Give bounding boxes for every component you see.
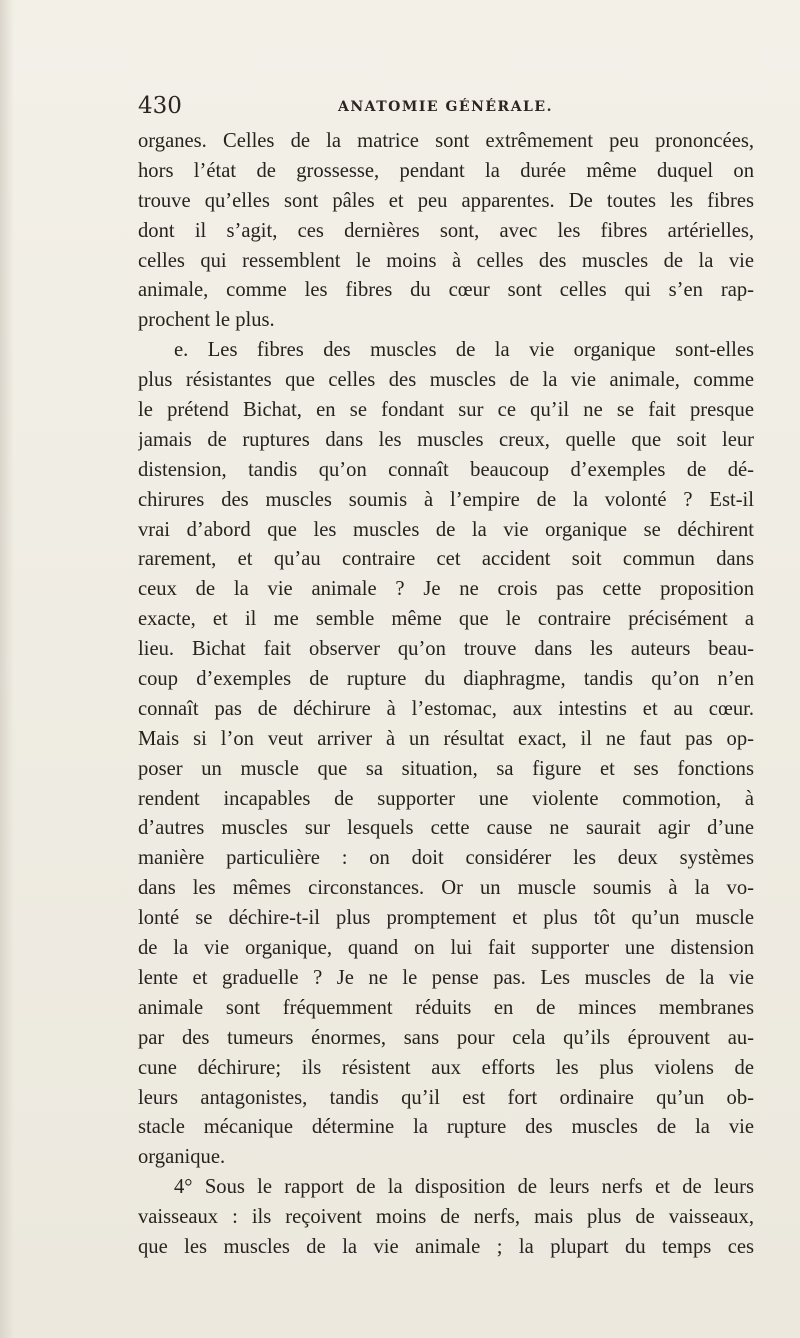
text-line: vrai d’abord que les muscles de la vie organique se déchirent: [138, 518, 754, 541]
text-line: animale, comme les fibres du cœur sont celles qui s’en rap-: [138, 279, 754, 302]
text-line: 4° Sous le rapport de la disposition de leurs nerfs et de leurs: [174, 1176, 754, 1199]
text-line: plus résistantes que celles des muscles de la vie animale, comme: [138, 369, 754, 392]
text-line: animale sont fréquemment réduits en de minces membranes: [138, 996, 754, 1019]
running-head: ANATOMIE GÉNÉRALE.: [338, 99, 553, 115]
text-line: organique.: [138, 1146, 226, 1169]
text-line: lente et graduelle ? Je ne le pense pas. Les muscles de la vie: [138, 966, 754, 989]
text-line: rarement, et qu’au contraire cet accident soit commun dans: [138, 548, 754, 571]
text-line: le prétend Bichat, en se fondant sur ce qu’il ne se fait presque: [138, 399, 754, 422]
text-line: lonté se déchire-t-il plus promptement et plus tôt qu’un muscle: [138, 907, 754, 930]
text-line: exacte, et il me semble même que le contraire précisément a: [138, 608, 754, 631]
text-line: organes. Celles de la matrice sont extrêmement peu prononcées,: [138, 130, 754, 152]
text-line: dans les mêmes circonstances. Or un muscle soumis à la vo-: [138, 877, 754, 900]
text-line: coup d’exemples de rupture du diaphragme, tandis qu’on n’en: [138, 668, 754, 691]
text-line: trouve qu’elles sont pâles et peu apparentes. De toutes les fibres: [138, 189, 754, 212]
body-text: [138, 127, 754, 1263]
text-line: manière particulière : on doit considérer les deux systèmes: [138, 847, 754, 870]
text-line: dont il s’agit, ces dernières sont, avec les fibres artérielles,: [138, 219, 754, 242]
text-line: stacle mécanique détermine la rupture des muscles de la vie: [138, 1116, 754, 1139]
text-line: chirures des muscles soumis à l’empire de la volonté ? Est-il: [138, 488, 754, 511]
text-line: vaisseaux : ils reçoivent moins de nerfs, mais plus de vaisseaux,: [138, 1206, 754, 1229]
page-header: [138, 92, 758, 122]
text-line: jamais de ruptures dans les muscles creux, quelle que soit leur: [138, 428, 754, 451]
text-line: ceux de la vie animale ? Je ne crois pas cette proposition: [138, 578, 754, 601]
page-number: 430: [138, 93, 182, 119]
text-line: prochent le plus.: [138, 309, 275, 332]
text-line: celles qui ressemblent le moins à celles des muscles de la vie: [138, 249, 754, 272]
text-line: distension, tandis qu’on connaît beaucoup d’exemples de dé-: [138, 458, 754, 481]
text-line: cune déchirure; ils résistent aux efforts les plus violens de: [138, 1056, 754, 1079]
text-line: que les muscles de la vie animale ; la plupart du temps ces: [138, 1235, 754, 1258]
page-edge-shadow: [0, 0, 14, 1338]
text-line: leurs antagonistes, tandis qu’il est fort ordinaire qu’un ob-: [138, 1086, 754, 1109]
text-line: Mais si l’on veut arriver à un résultat exact, il ne faut pas op-: [138, 727, 754, 750]
text-line: par des tumeurs énormes, sans pour cela qu’ils éprouvent au-: [138, 1026, 754, 1049]
text-line: connaît pas de déchirure à l’estomac, aux intestins et au cœur.: [138, 697, 754, 720]
text-line: hors l’état de grossesse, pendant la durée même duquel on: [138, 159, 754, 182]
text-line: rendent incapables de supporter une violente commotion, à: [138, 787, 754, 810]
text-line: e. Les fibres des muscles de la vie organique sont-elles: [174, 339, 754, 362]
text-line: d’autres muscles sur lesquels cette cause ne saurait agir d’une: [138, 817, 754, 840]
text-line: lieu. Bichat fait observer qu’on trouve dans les auteurs beau-: [138, 638, 754, 661]
text-line: de la vie organique, quand on lui fait supporter une distension: [138, 937, 754, 960]
text-line: poser un muscle que sa situation, sa figure et ses fonctions: [138, 757, 754, 780]
